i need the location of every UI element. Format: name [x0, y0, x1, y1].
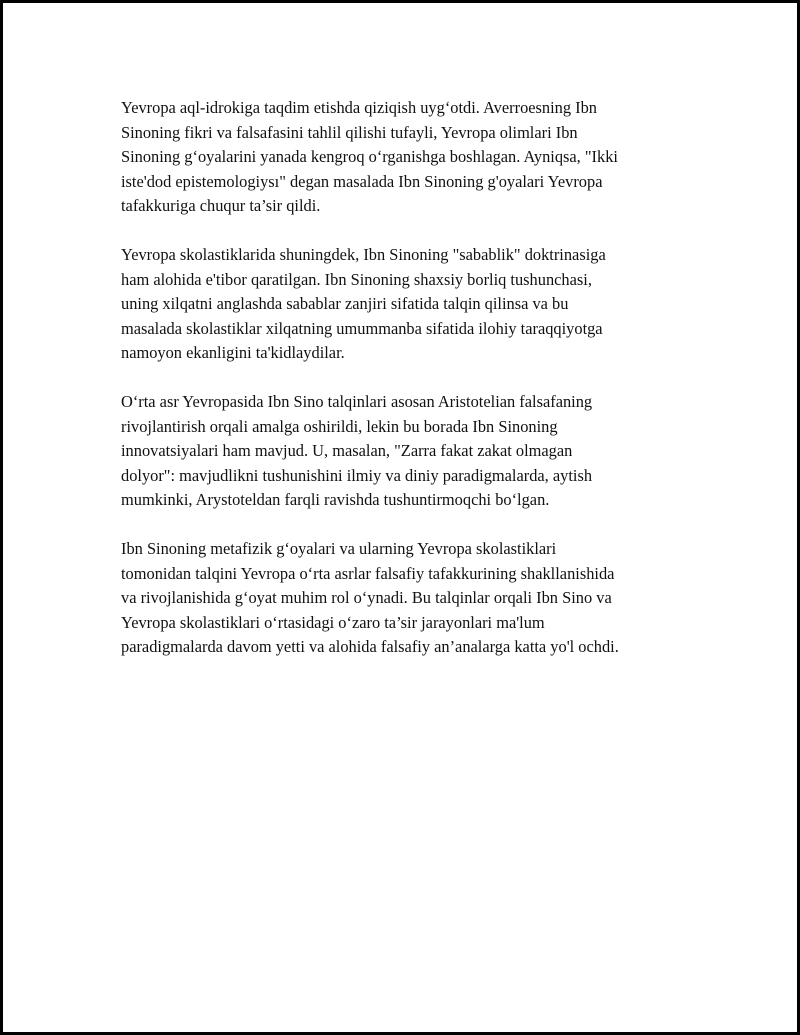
paragraph-4 [121, 537, 691, 660]
paragraph-1 [121, 96, 691, 219]
paragraph-3-line-1: O‘rta asr Yevropasida Ibn Sino talqinlari asosan Aristotelian falsafaning [121, 392, 593, 411]
paragraph-3-line-3: innovatsiyalari ham mavjud. U, masalan, "Zarra fakat zakat olmagan [121, 441, 573, 460]
paragraph-2-line-5: namoyon ekanligini ta'kidlaydilar. [121, 343, 345, 362]
paragraph-1-line-4: iste'dod epistemologiysı" degan masalada Ibn Sinoning g'oyalari Yevropa [121, 171, 603, 191]
paragraph-4-line-2: tomonidan talqini Yevropa o‘rta asrlar falsafiy tafakkurining shakllanishida [121, 563, 615, 583]
paragraph-4-line-3: va rivojlanishida g‘oyat muhim rol o‘ynadi. Bu talqinlar orqali Ibn Sino va [121, 588, 612, 607]
paragraph-2-line-4: masalada skolastiklar xilqatning umummanba sifatida ilohiy taraqqiyotga [121, 318, 603, 338]
paragraph-3-line-5: mumkinki, Arystoteldan farqli ravishda tushuntirmoqchi bo‘lgan. [121, 490, 550, 509]
paragraph-4-line-5: paradigmalarda davom yetti va alohida falsafiy an’analarga katta yo'l ochdi. [121, 637, 619, 656]
paragraph-2-line-2: ham alohida e'tibor qaratilgan. Ibn Sinoning shaxsiy borliq tushunchasi, [121, 269, 592, 289]
paragraph-1-line-5: tafakkuriga chuqur ta’sir qildi. [121, 196, 321, 215]
paragraph-2-line-3: uning xilqatni anglashda sabablar zanjiri sifatida talqin qilinsa va bu [121, 294, 569, 313]
paragraph-3-line-4: dolyor": mavjudlikni tushunishini ilmiy va diniy paradigmalarda, aytish [121, 465, 593, 485]
paragraph-2-line-1: Yevropa skolastiklarida shuningdek, Ibn Sinoning "sabablik" doktrinasiga [121, 245, 606, 264]
paragraph-1-line-3: Sinoning g‘oyalarini yanada kengroq o‘rganishga boshlagan. Ayniqsa, "Ikki [121, 147, 618, 166]
paragraph-1-line-2: Sinoning fikri va falsafasini tahlil qilishi tufayli, Yevropa olimlari Ibn [121, 122, 578, 142]
paragraph-4-line-4: Yevropa skolastiklari o‘rtasidagi o‘zaro ta’sir jarayonlari ma'lum [121, 612, 545, 632]
document-body [121, 96, 691, 660]
paragraph-3 [121, 390, 691, 513]
paragraph-2 [121, 243, 691, 366]
paragraph-4-line-1: Ibn Sinoning metafizik g‘oyalari va ularning Yevropa skolastiklari [121, 539, 557, 558]
paragraph-3-line-2: rivojlantirish orqali amalga oshirildi, lekin bu borada Ibn Sinoning [121, 416, 558, 436]
paragraph-1-line-1: Yevropa aql-idrokiga taqdim etishda qiziqish uyg‘otdi. Averroesning Ibn [121, 98, 598, 117]
